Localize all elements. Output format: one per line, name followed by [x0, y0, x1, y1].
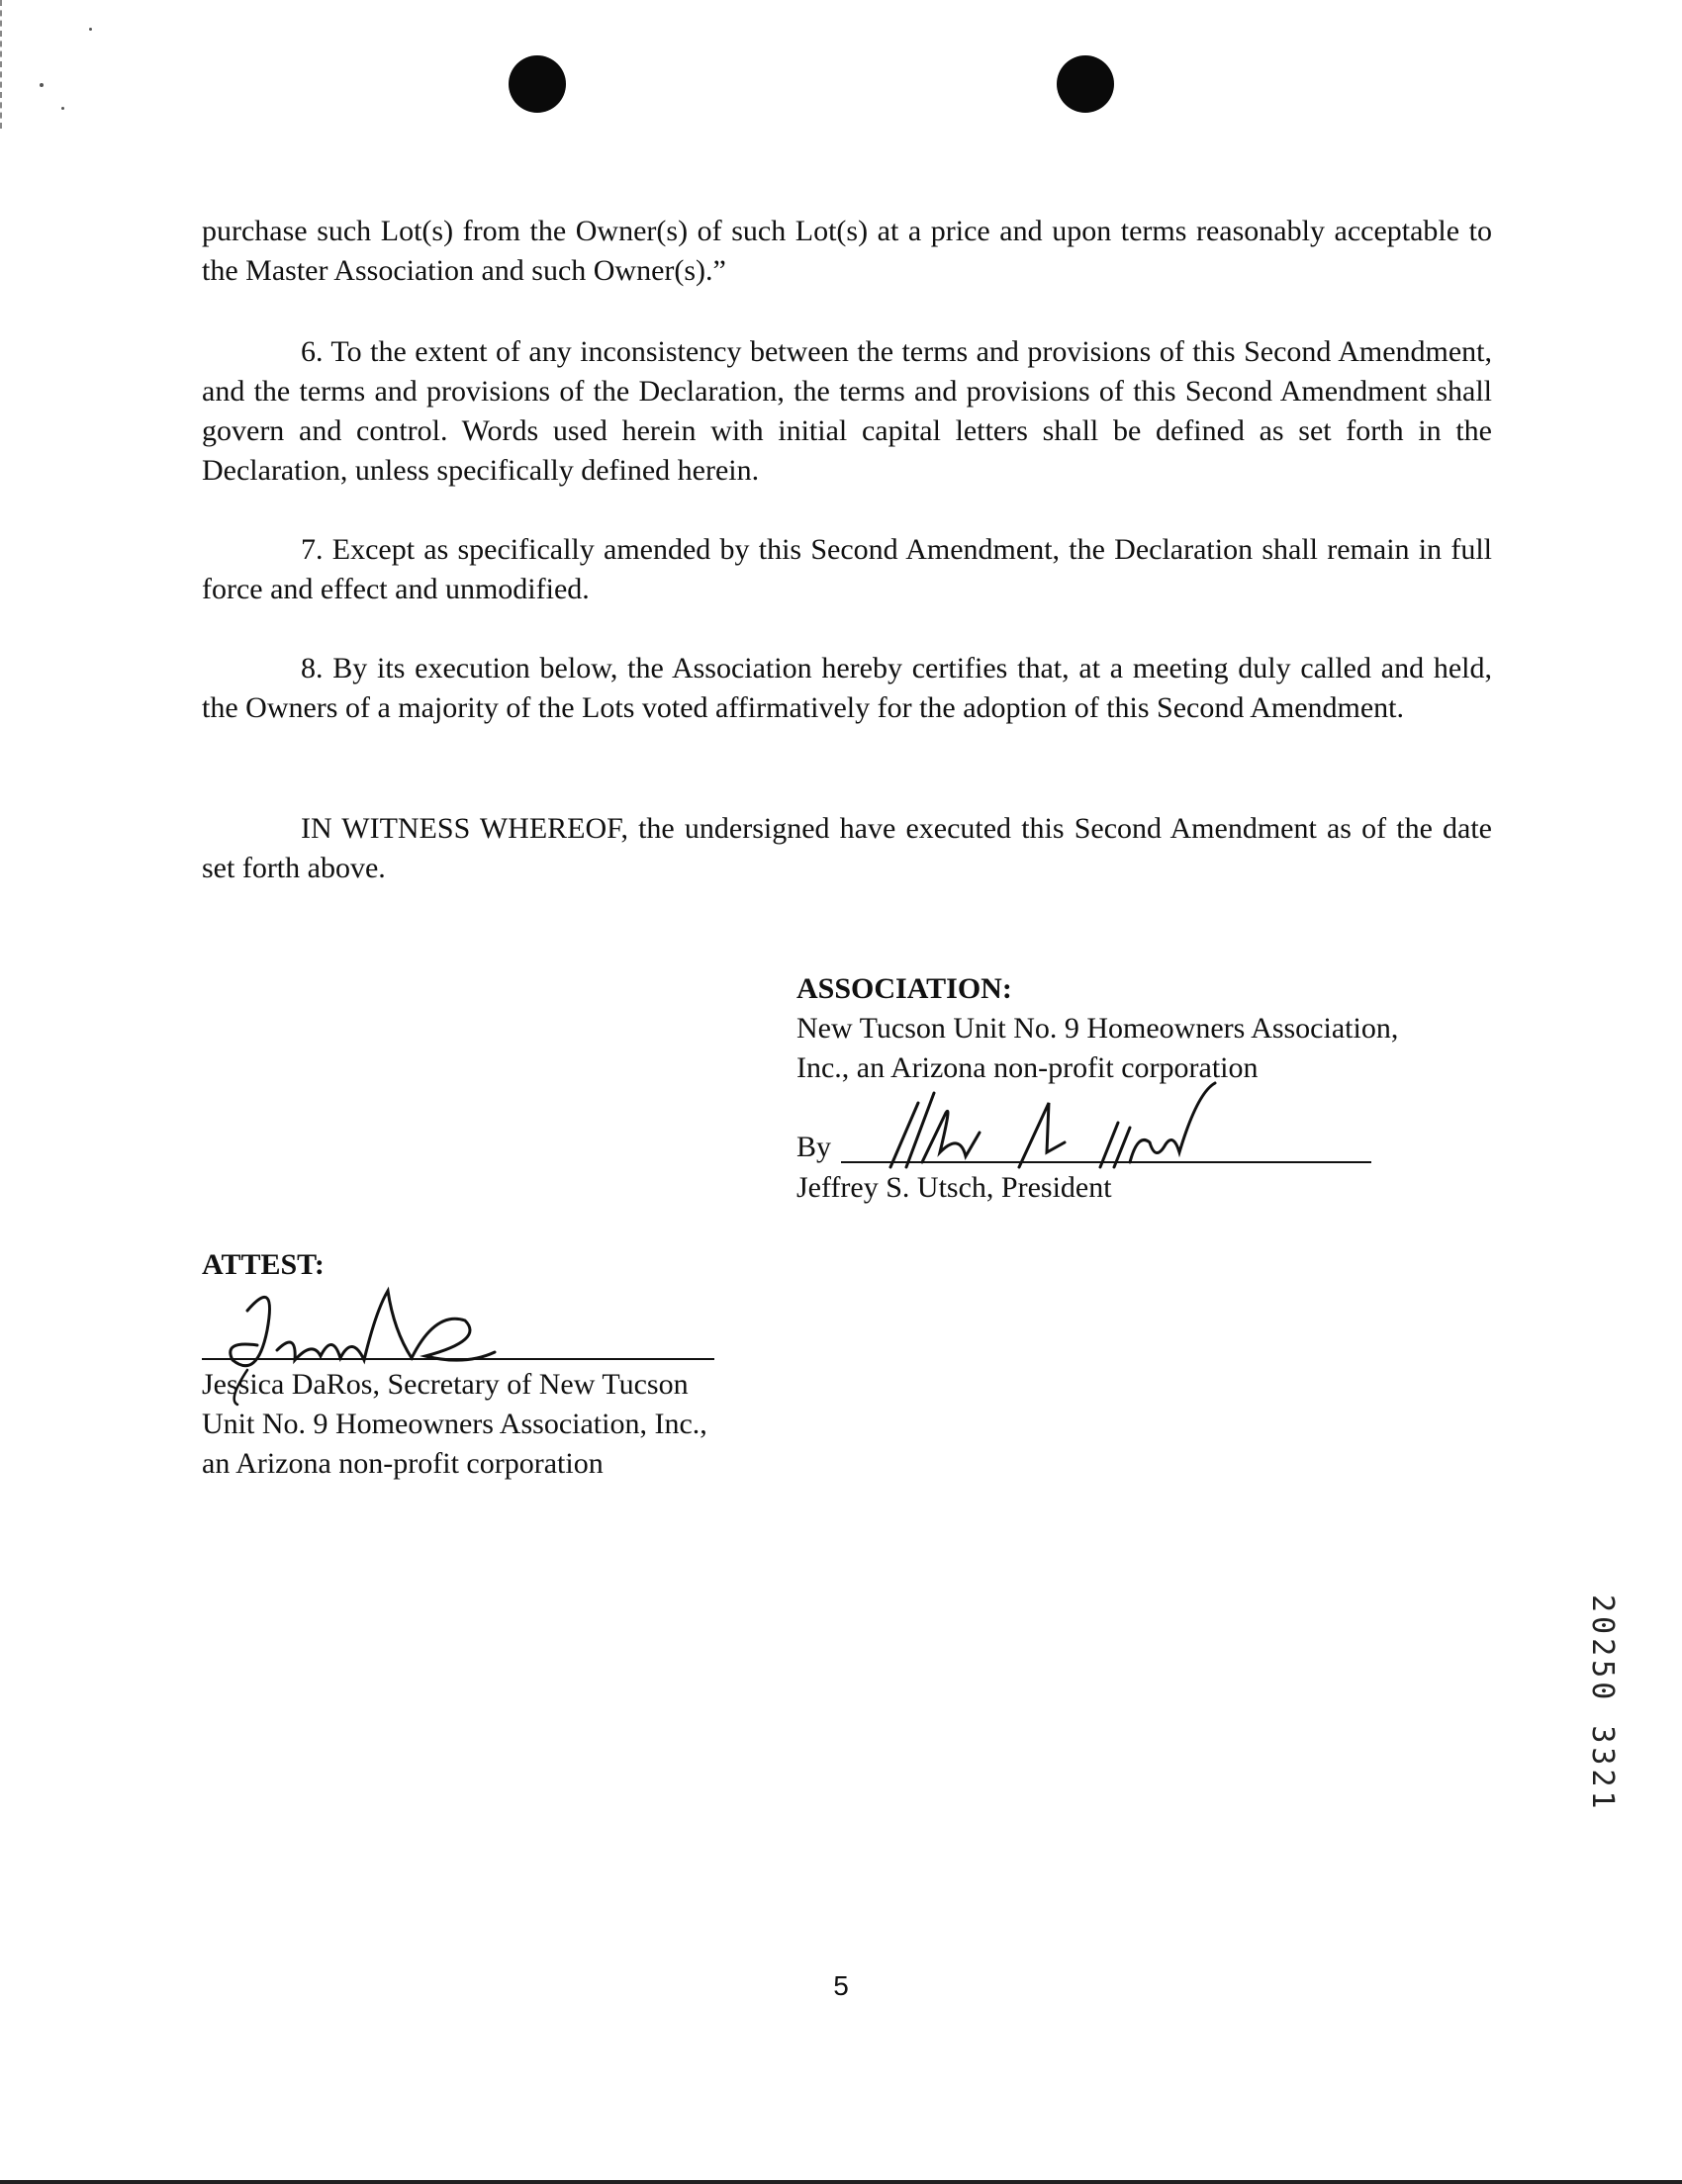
- president-signature: [871, 1073, 1247, 1172]
- attest-line2: Unit No. 9 Homeowners Association, Inc.,: [202, 1408, 707, 1440]
- hole-punch-right: [1057, 55, 1114, 113]
- scan-edge: [0, 0, 5, 129]
- paragraph-7: 7. Except as specifically amended by this Second Amendment, the Declaration shall remain in full force and effect and unmodified.: [202, 533, 1492, 605]
- attest-line1: Jessica DaRos, Secretary of New Tucson: [202, 1368, 689, 1401]
- association-heading: ASSOCIATION:: [796, 972, 1012, 1005]
- scan-speck: [89, 28, 92, 31]
- paragraph-8: 8. By its execution below, the Association hereby certifies that, at a meeting duly called and held, the Owners of a majority of the Lots voted affirmatively for the adoption of this Second Amendment.: [202, 652, 1492, 724]
- by-label: By: [796, 1131, 832, 1163]
- page-number: 5: [833, 1970, 849, 2001]
- attest-block: [202, 1365, 815, 1484]
- association-name-line2: Inc., an Arizona non-profit corporation: [796, 1051, 1259, 1084]
- association-block: [796, 969, 1499, 1088]
- president-name: Jeffrey S. Utsch, President: [796, 1171, 1112, 1204]
- scan-speck: [40, 83, 44, 87]
- paragraph-continuation: purchase such Lot(s) from the Owner(s) of such Lot(s) at a price and upon terms reasonably acceptable to the Master Association and such Owner(s).”: [202, 215, 1492, 287]
- association-name-line1: New Tucson Unit No. 9 Homeowners Association,: [796, 1012, 1399, 1045]
- recording-stamp: 20250 3321: [1585, 1594, 1620, 1813]
- attest-line3: an Arizona non-profit corporation: [202, 1447, 604, 1480]
- paragraph-witness: IN WITNESS WHEREOF, the undersigned have executed this Second Amendment as of the date set forth above.: [202, 812, 1492, 884]
- scan-bottom-edge: [0, 2180, 1682, 2184]
- hole-punch-left: [509, 55, 566, 113]
- paragraph-6: 6. To the extent of any inconsistency between the terms and provisions of this Second Amendment, and the terms and provisions of the Declaration, the terms and provisions of this Second Amendment shall govern and control. Words used herein with initial capital letters shall be defined as set forth in the Declaration, unless specifically defined herein.: [202, 335, 1492, 487]
- attest-heading: ATTEST:: [202, 1248, 325, 1281]
- scan-speck: [61, 107, 64, 110]
